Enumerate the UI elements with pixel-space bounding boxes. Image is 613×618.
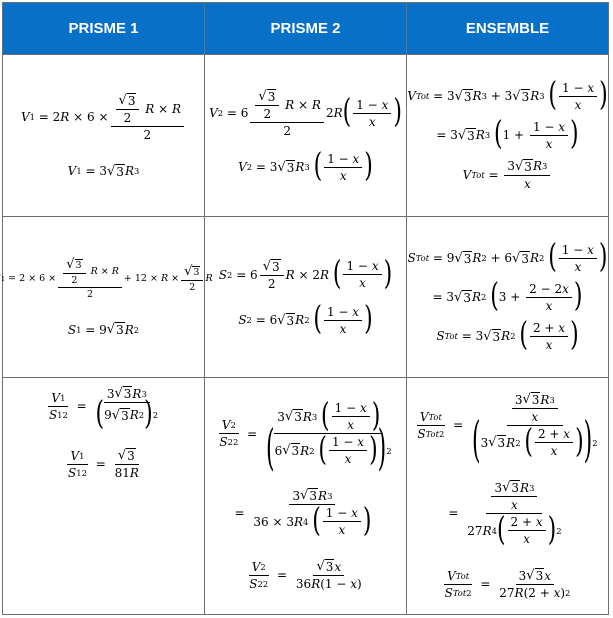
- header-ensemble: ENSEMBLE: [407, 3, 609, 55]
- formula-surface-prisme-2-step-1: S 2 = 6 √ 3 2 R × 2 R ( 1 − x x ): [218, 255, 393, 293]
- formula-ratio-ensemble-result: V Tot S Tot 2 = 3 √ 3 x 27 R (2 + x ) 2: [444, 568, 571, 600]
- formula-surface-ensemble-result: S Tot = 3 √ 3 R 2 ( 2 + x x ): [436, 316, 579, 354]
- cell-volume-prisme-1: [3, 55, 205, 217]
- formula-surface-prisme-1-result: S 1 = 9 √ 3 R 2: [67, 322, 140, 337]
- cell-volume-ensemble: [407, 55, 609, 217]
- cell-ratio-prisme-2: [205, 378, 407, 615]
- formula-volume-ensemble-step-2: = 3 √ 3 R 3 ( 1 + 1 − x x ): [436, 115, 579, 153]
- cell-surface-prisme-1: [0, 217, 213, 378]
- formula-ratio-ensemble-step-1: V Tot S Tot 2 = 3 √ 3 R 3 x ( 3 √ 3 R 2 ( 2 + x x ) ) 2: [417, 392, 598, 469]
- cell-volume-prisme-2: [205, 55, 407, 217]
- formula-volume-prisme-1-result: V 1 = 3 √ 3 R 3: [67, 163, 140, 179]
- formula-ratio-prisme-2-step-2: = 3 √ 3 R 3 36 × 3 R 4 ( 1 − x x ): [234, 488, 372, 540]
- formula-surface-ensemble-step-2: = 3 √ 3 R 2 ( 3 + 2 − 2 x x ): [432, 277, 583, 315]
- formula-surface-ensemble-step-1: S Tot = 9 √ 3 R 2 + 6 √ 3 R 2 ( 1 − x x ): [407, 238, 608, 276]
- cell-surface-prisme-2: [205, 217, 407, 378]
- formula-surface-prisme-1-step-1: 1 = 2 × 6 × √ 3 2 R × R 2 + 12 × R × √ 3 2 R: [0, 257, 213, 300]
- formula-volume-ensemble-step-1: V Tot = 3 √ 3 R 3 + 3 √ 3 R 3 ( 1 − x x ): [407, 76, 608, 114]
- volume-row: [3, 55, 609, 217]
- formula-surface-prisme-2-result: S 2 = 6 √ 3 R 2 ( 1 − x x ): [238, 300, 373, 338]
- header-prisme-2: PRISME 2: [205, 3, 407, 55]
- ratio-row: [3, 378, 609, 615]
- cell-surface-ensemble: [407, 217, 609, 378]
- formula-volume-prisme-2-step-1: V 2 = 6 √ 3 2 R × R 2 2 R ( 1 − x x ): [209, 88, 402, 138]
- formula-ratio-prisme-2-step-1: V 2 S 2 2 = 3 √ 3 R 3 ( 1 − x x ) ( 6 √ 3 R 2 ( 1 − x x ) ) 2: [219, 397, 392, 477]
- formula-ratio-prisme-1-result: V 1 S 1 2 = √ 3 81 R: [68, 448, 139, 480]
- header-row: [3, 3, 609, 55]
- formula-volume-prisme-2-result: V 2 = 3 √ 3 R 3 ( 1 − x x ): [238, 147, 373, 185]
- header-prisme-1: PRISME 1: [3, 3, 205, 55]
- surface-row: [3, 217, 609, 378]
- formula-ratio-prisme-2-result: V 2 S 2 2 = √ 3 x 36 R (1 − x ): [249, 559, 362, 591]
- cell-ratio-ensemble: [407, 378, 609, 615]
- formula-ratio-ensemble-step-2: = 3 √ 3 R 3 x 27 R 4 ( 2 + x x ) 2: [448, 480, 562, 549]
- formula-volume-ensemble-result: V Tot = 3 √ 3 R 3 x: [463, 159, 553, 191]
- formula-volume-prisme-1-step-1: V 1 = 2 R × 6 × √ 3 2 R × R 2: [21, 93, 186, 142]
- formula-table: [2, 2, 609, 615]
- cell-ratio-prisme-1: [3, 378, 205, 615]
- formula-ratio-prisme-1-step-1: V 1 S 1 2 = 3 √ 3 R 3 ( 9 √ 3 R 2 ) 2: [48, 386, 159, 433]
